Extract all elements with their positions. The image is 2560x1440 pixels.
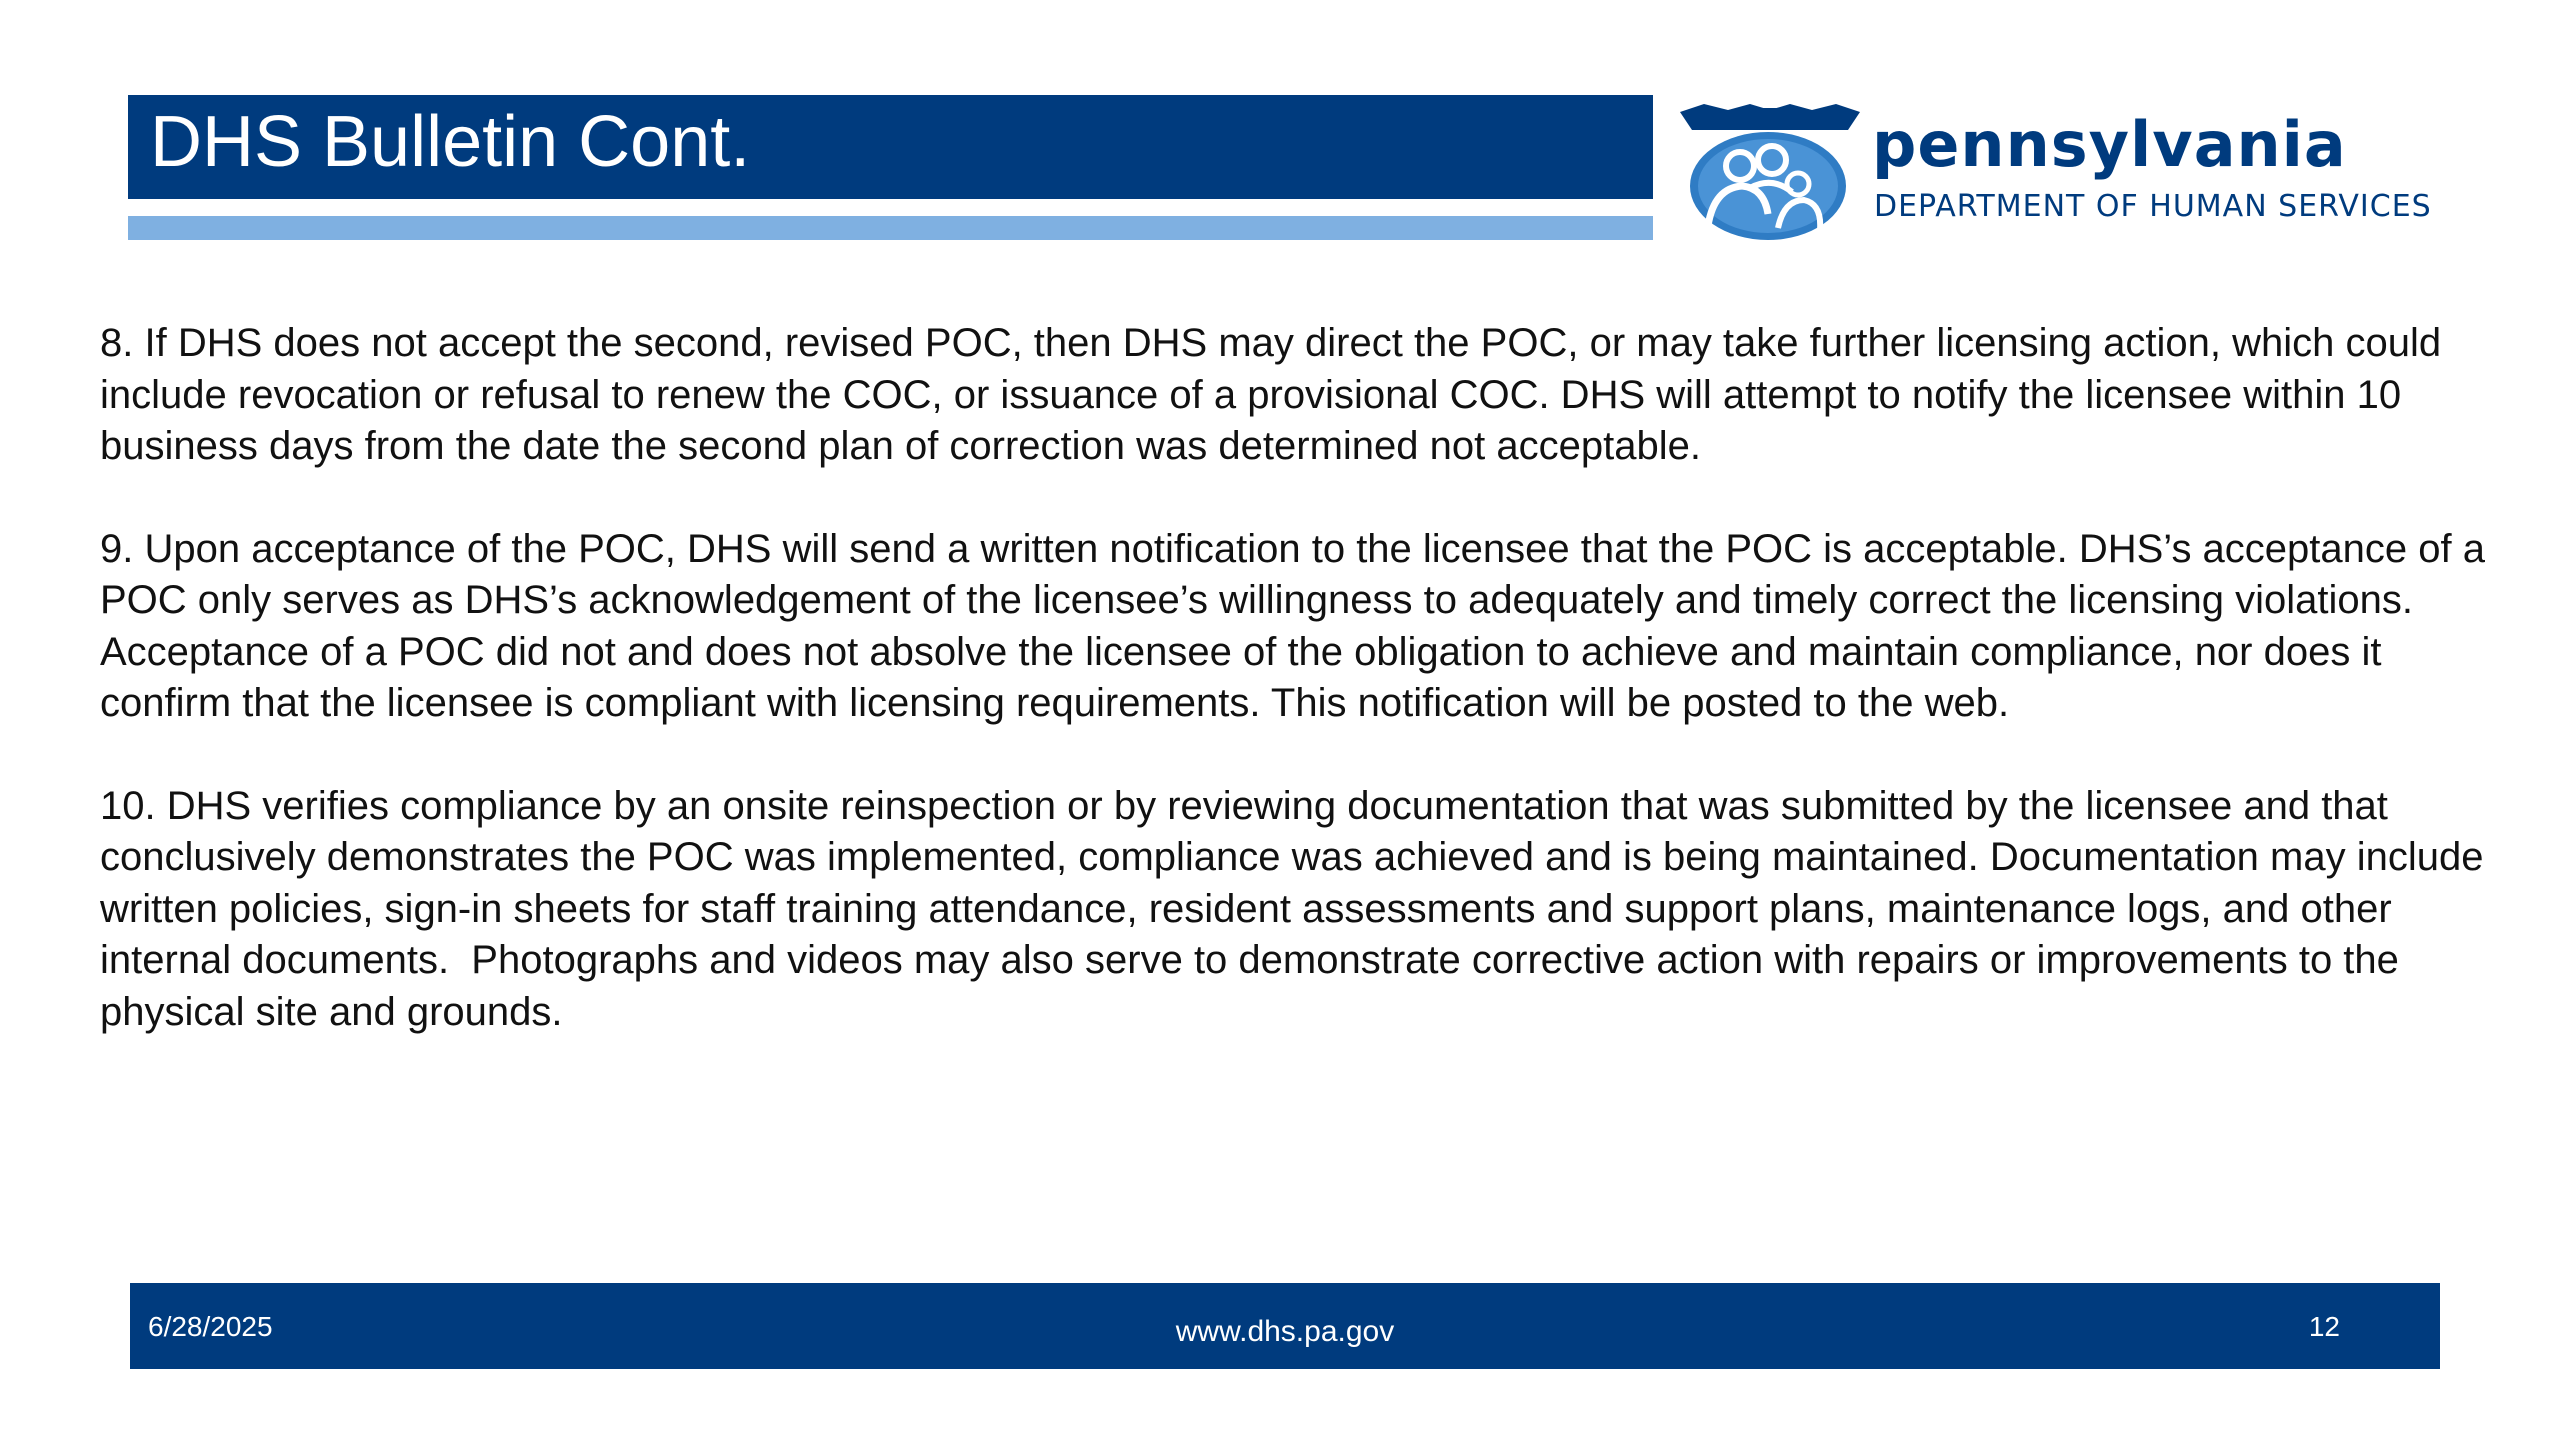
footer-url[interactable]: www.dhs.pa.gov: [1175, 1315, 1395, 1348]
bulletin-content: [100, 318, 2500, 1089]
title-underline: [128, 216, 1653, 240]
pa-dhs-logo: [1680, 104, 2540, 240]
footer-bar: [130, 1283, 2440, 1369]
paragraph-10: 10. DHS verifies compliance by an onsite reinspection or by reviewing documentation that was submitted by the licensee and that conclusively demonstrates the POC was implemented, compliance was achieved and is being maintained. Documentation may include written policies, sign-in sheets for staff training attendance, resident assessments and support plans, maintenance logs, and other internal documents. Photographs and videos may also serve to demonstrate corrective action with repairs or improvements to the physical site and grounds.: [100, 783, 2495, 1034]
paragraph-8: 8. If DHS does not accept the second, revised POC, then DHS may direct the POC, or may take further licensing action, which could include revocation or refusal to renew the COC, or issuance of a provisional COC. DHS will attempt to notify the licensee within 10 business days from the date the second plan of correction was determined not acceptable.: [100, 321, 2453, 468]
page-number: 12: [2308, 1311, 2340, 1342]
title-bar: [128, 95, 1653, 199]
keystone-family-icon: [1680, 104, 1860, 240]
logo-wordmark: pennsylvania: [1872, 108, 2347, 181]
slide-title: DHS Bulletin Cont.: [150, 102, 751, 182]
paragraph-9: 9. Upon acceptance of the POC, DHS will send a written notification to the licensee that the POC is acceptable. DHS’s acceptance of a POC only serves as DHS’s acknowledgement of the licensee’s willingness to adequately and timely correct the licensing violations. Acceptance of a POC did not and does not absolve the licensee of the obligation to achieve and maintain compliance, nor does it confirm that the licensee is compliant with licensing requirements. This notification will be posted to the web.: [100, 526, 2497, 725]
logo-subtitle: DEPARTMENT OF HUMAN SERVICES: [1874, 189, 2432, 224]
footer-date: 6/28/2025: [148, 1311, 273, 1342]
